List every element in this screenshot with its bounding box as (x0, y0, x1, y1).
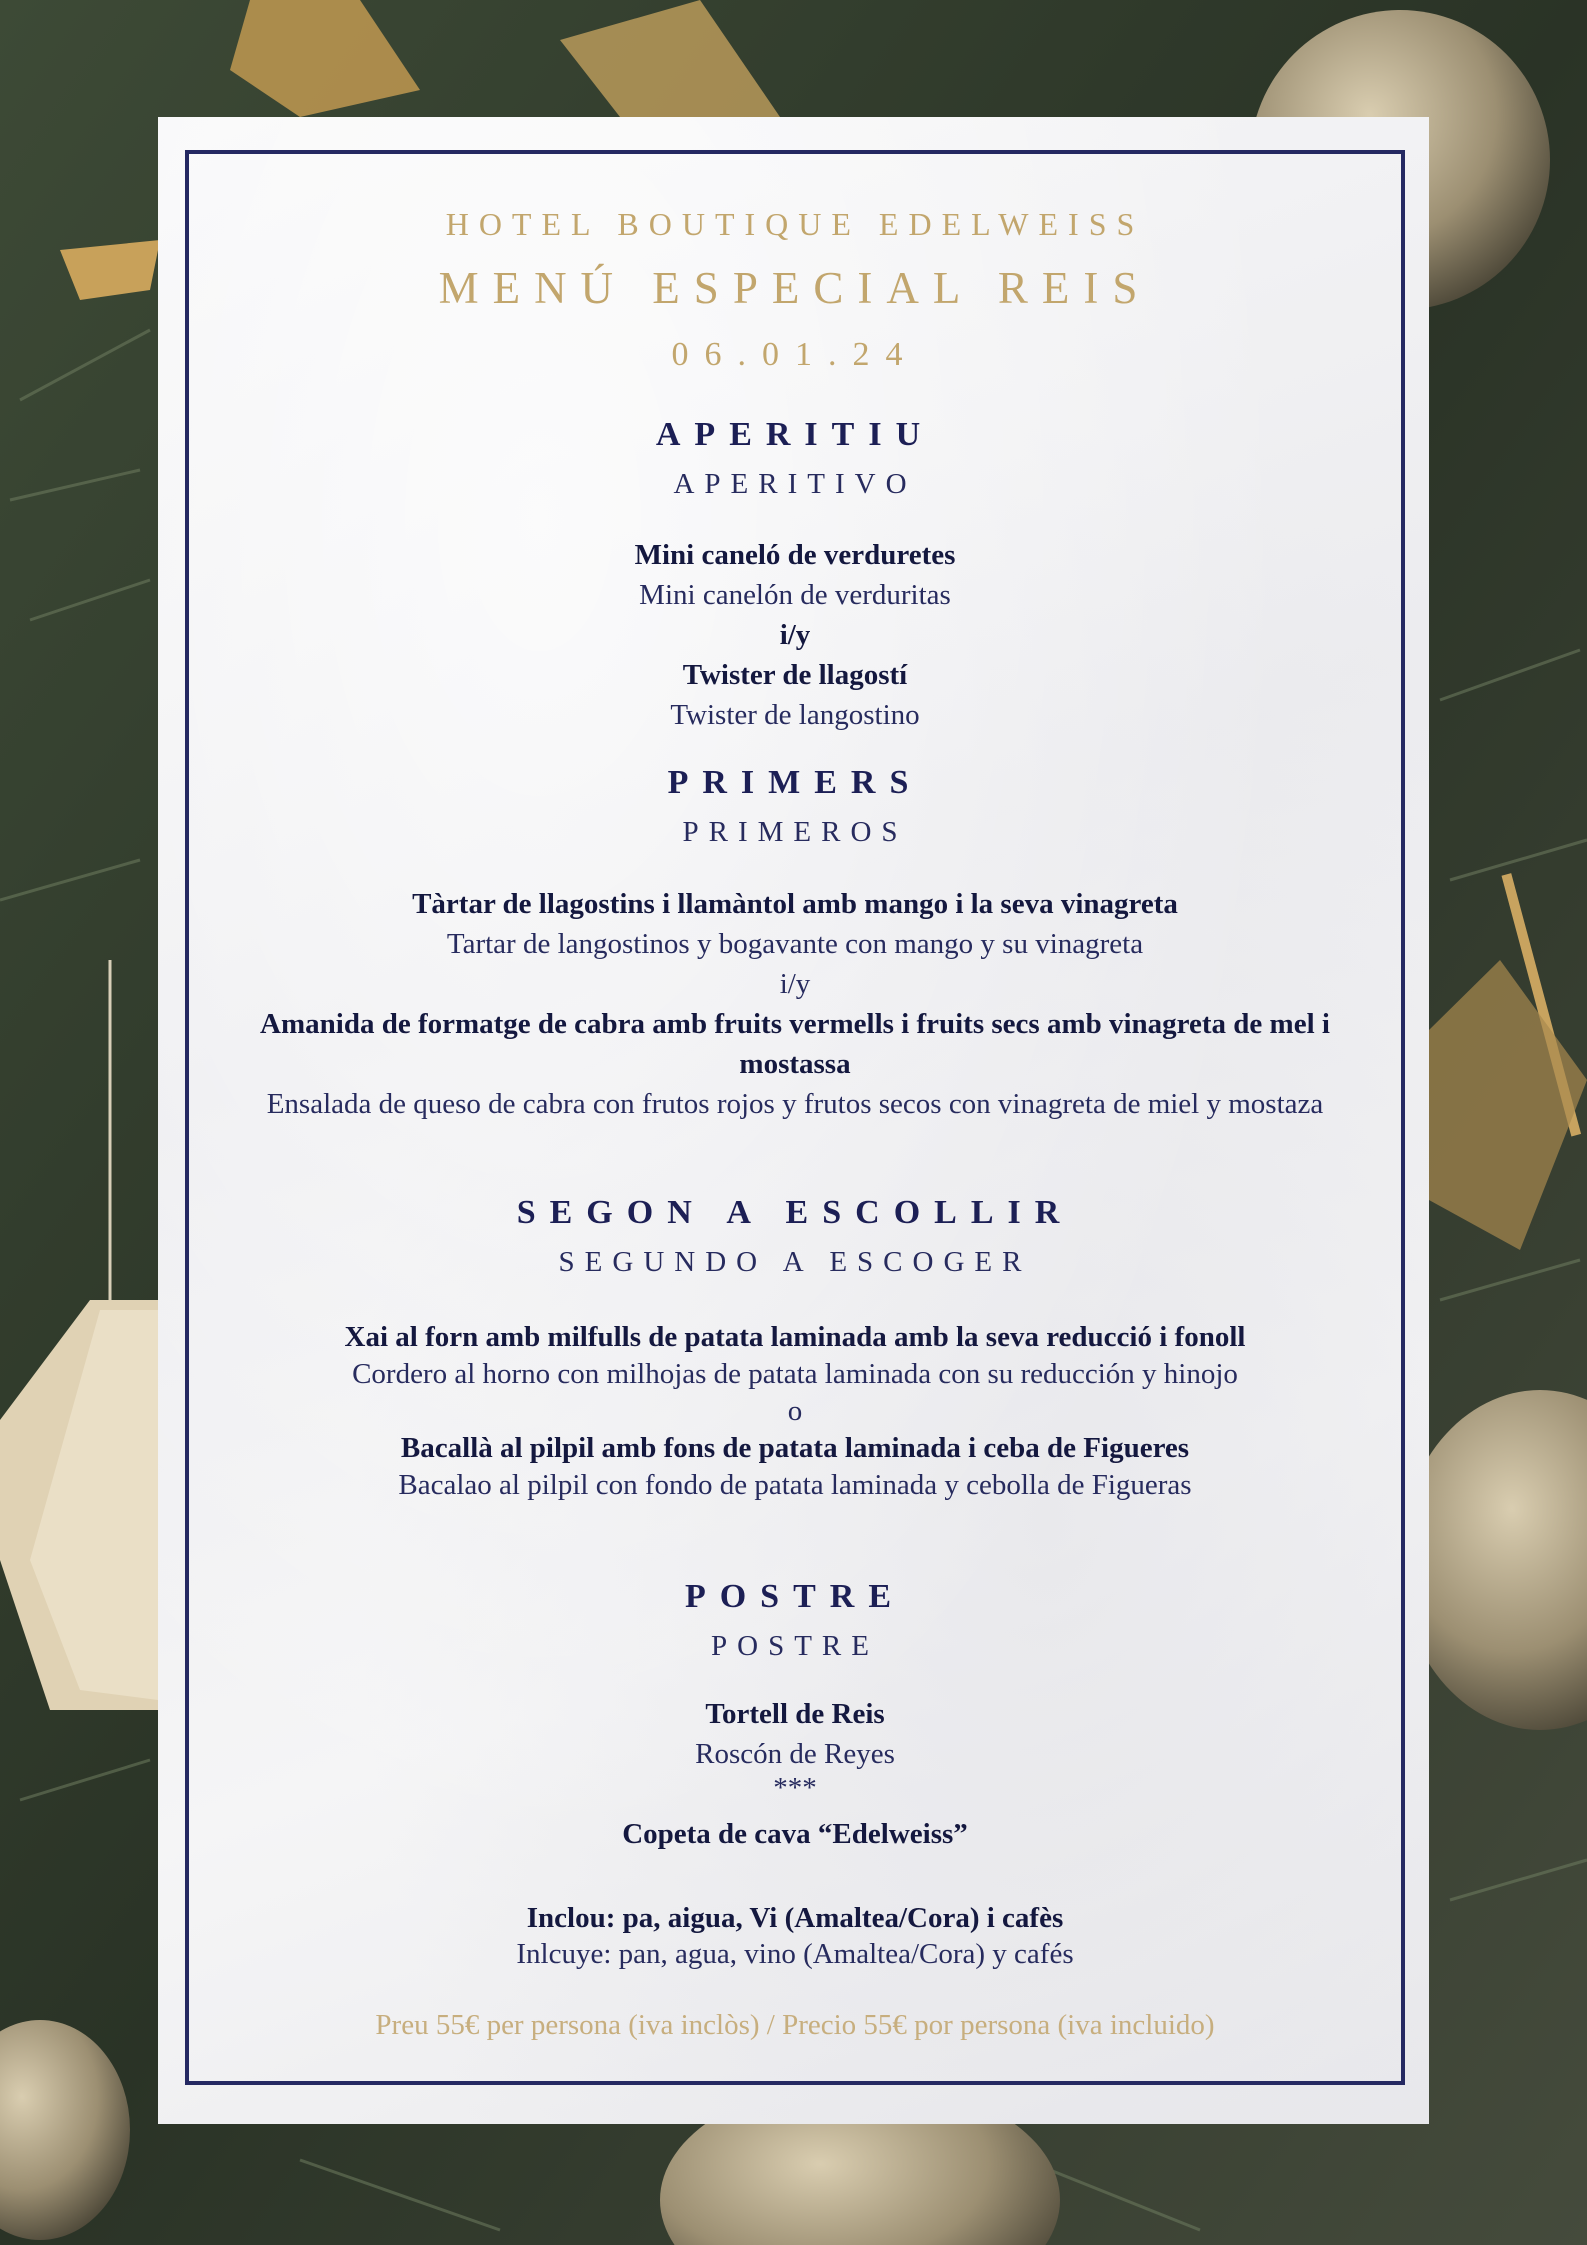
menu-title: MENÚ ESPECIAL REIS (438, 263, 1152, 313)
dish-ca: Mini caneló de verduretes (634, 539, 956, 571)
dish-ca: Copeta de cava “Edelweiss” (622, 1818, 968, 1850)
menu-date: 06.01.24 (671, 336, 919, 373)
dish-separator: o (787, 1395, 803, 1427)
section-subtitle-primeros: PRIMEROS (682, 816, 908, 848)
section-subtitle-aperitivo: APERITIVO (673, 468, 917, 500)
section-subtitle-segundo: SEGUNDO A ESCOGER (558, 1246, 1032, 1278)
dish-separator: i/y (779, 619, 811, 651)
dish-es: Ensalada de queso de cabra con frutos rojos y frutos secos con vinagreta de miel y mostaza (266, 1088, 1324, 1120)
section-subtitle-postre: POSTRE (711, 1630, 879, 1662)
section-title-segon: SEGON A ESCOLLIR (516, 1194, 1074, 1231)
dish-ca: Xai al forn amb milfulls de patata laminada amb la seva reducció i fonoll (344, 1321, 1246, 1353)
includes-ca: Inclou: pa, aigua, Vi (Amaltea/Cora) i cafès (526, 1902, 1064, 1934)
price-line: Preu 55€ per persona (iva inclòs) / Precio 55€ por persona (iva incluido) (375, 2009, 1215, 2041)
dish-es: Tartar de langostinos y bogavante con mango y su vinagreta (446, 928, 1144, 960)
section-title-aperitiu: APERITIU (655, 416, 935, 453)
dish-separator: *** (773, 1772, 817, 1804)
dish-ca: Bacallà al pilpil amb fons de patata laminada i ceba de Figueres (400, 1432, 1190, 1464)
dish-es: Cordero al horno con milhojas de patata laminada con su reducción y hinojo (352, 1358, 1238, 1390)
hotel-name: HOTEL BOUTIQUE EDELWEISS (445, 206, 1145, 242)
dish-ca: Tortell de Reis (705, 1698, 885, 1730)
includes-es: Inlcuye: pan, agua, vino (Amaltea/Cora) y cafés (516, 1938, 1074, 1970)
dish-ca: Twister de llagostí (682, 659, 908, 691)
dish-es: Roscón de Reyes (695, 1738, 895, 1770)
section-title-primers: PRIMERS (667, 764, 923, 801)
dish-es: Mini canelón de verduritas (639, 579, 951, 611)
dish-separator: i/y (779, 968, 811, 1000)
dish-ca: Amanida de formatge de cabra amb fruits vermells i fruits secs amb vinagreta de mel i mostassa (260, 1008, 1330, 1080)
dish-es: Twister de langostino (670, 699, 920, 731)
dish-ca: Tàrtar de llagostins i llamàntol amb mango i la seva vinagreta (412, 888, 1178, 920)
dish-es: Bacalao al pilpil con fondo de patata laminada y cebolla de Figueras (398, 1469, 1192, 1501)
section-title-postre: POSTRE (684, 1578, 906, 1615)
